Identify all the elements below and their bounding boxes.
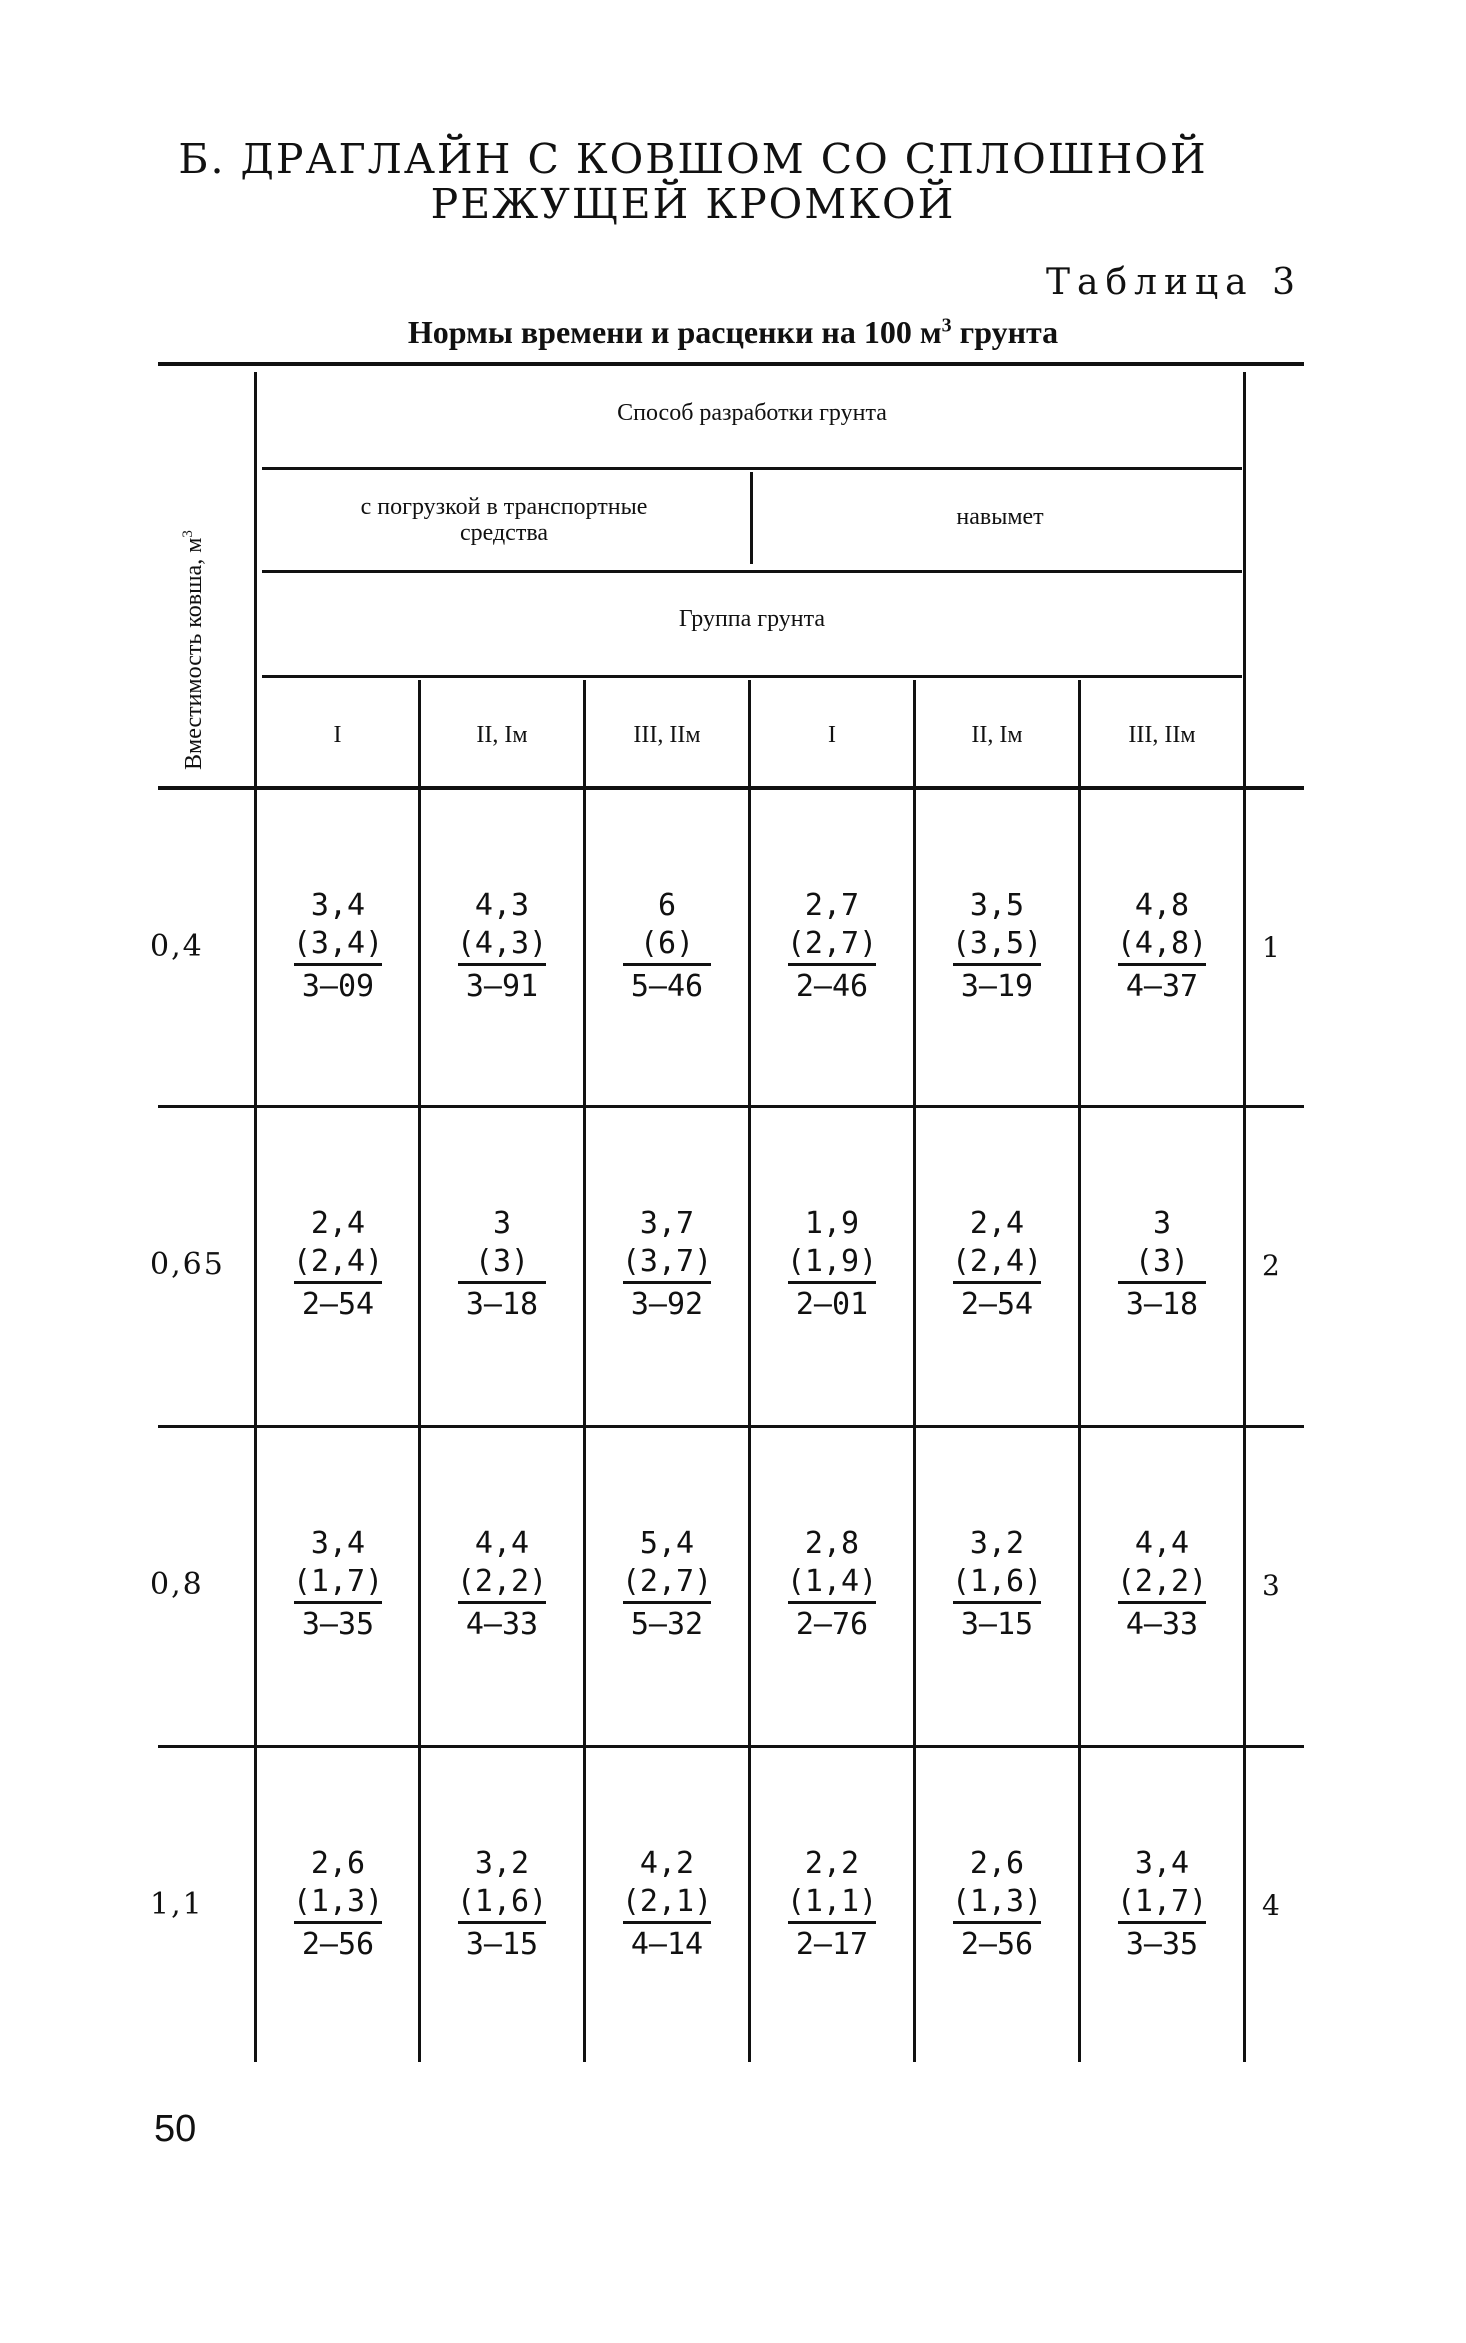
price-rate: 2—56 — [960, 1927, 1034, 1962]
group-header-divider — [262, 570, 1242, 573]
price-rate: 2—56 — [301, 1927, 375, 1962]
price-rate: 2—17 — [795, 1927, 869, 1962]
table-cell — [757, 1205, 907, 1324]
table-cell — [592, 887, 742, 1006]
time-norm: 3 — [1152, 1206, 1172, 1241]
fraction-bar — [953, 1601, 1041, 1604]
table-cell — [1087, 887, 1237, 1006]
time-norm: 4,4 — [474, 1526, 530, 1561]
table-cell — [922, 1845, 1072, 1964]
fraction-bar — [294, 1281, 382, 1284]
time-norm: 2,7 — [804, 888, 860, 923]
machine-time: (1,3) — [292, 1884, 384, 1919]
price-rate: 3—35 — [301, 1607, 375, 1642]
group-header: Группа грунта — [678, 606, 826, 632]
section-title-line-2: РЕЖУЩЕЙ КРОМКОЙ — [430, 180, 956, 228]
table-cell — [922, 1205, 1072, 1324]
machine-time: (3,4) — [292, 926, 384, 961]
fraction-bar — [458, 1601, 546, 1604]
table-cell — [1087, 1845, 1237, 1964]
section-title-line-1: Б. ДРАГЛАЙН С КОВШОМ СО СПЛОШНОЙ — [178, 135, 1208, 183]
fraction-bar — [294, 1601, 382, 1604]
fraction-bar — [294, 963, 382, 966]
machine-time: (1,4) — [786, 1564, 878, 1599]
group-col-3: III, IIм — [633, 722, 701, 748]
fraction-bar — [953, 1921, 1041, 1924]
page-number: 50 — [154, 2108, 197, 2150]
machine-time: (1,6) — [951, 1564, 1043, 1599]
machine-time: (1,9) — [786, 1244, 878, 1279]
col-line-left — [254, 372, 257, 2062]
fraction-bar — [623, 963, 711, 966]
machine-time: (1,1) — [786, 1884, 878, 1919]
machine-time: (4,8) — [1116, 926, 1208, 961]
fraction-bar — [1118, 1921, 1206, 1924]
row-divider-2 — [158, 1425, 1304, 1428]
capacity-column-header — [180, 530, 208, 770]
price-rate: 4—37 — [1125, 969, 1199, 1004]
machine-time: (2,4) — [292, 1244, 384, 1279]
row-divider-3 — [158, 1745, 1304, 1748]
fraction-bar — [623, 1281, 711, 1284]
table-cell — [427, 887, 577, 1006]
caption-text: Нормы времени и расценки на 100 м — [407, 314, 942, 350]
time-norm: 2,8 — [804, 1526, 860, 1561]
price-rate: 3—18 — [465, 1287, 539, 1322]
price-rate: 2—76 — [795, 1607, 869, 1642]
capacity-value: 0,65 — [150, 1247, 225, 1282]
table-top-rule — [158, 362, 1304, 366]
method-loading-line-1: с погрузкой в транспортные — [360, 494, 648, 520]
table-cell — [263, 887, 413, 1006]
time-norm: 3 — [492, 1206, 512, 1241]
fraction-bar — [1118, 1281, 1206, 1284]
time-norm: 3,4 — [310, 1526, 366, 1561]
time-norm: 3,5 — [969, 888, 1025, 923]
machine-time: (1,6) — [456, 1884, 548, 1919]
group-col-4: I — [828, 722, 836, 748]
group-col-2: II, Iм — [476, 722, 528, 748]
time-norm: 4,2 — [639, 1846, 695, 1881]
price-rate: 3—92 — [630, 1287, 704, 1322]
fraction-bar — [788, 1921, 876, 1924]
fraction-bar — [623, 1601, 711, 1604]
fraction-bar — [788, 1601, 876, 1604]
table-cell — [757, 1845, 907, 1964]
machine-time: (1,7) — [292, 1564, 384, 1599]
machine-time: (3,7) — [621, 1244, 713, 1279]
machine-time: (1,3) — [951, 1884, 1043, 1919]
capacity-header-text: Вместимость ковша, м — [181, 537, 207, 770]
fraction-bar — [953, 1281, 1041, 1284]
price-rate: 3—15 — [465, 1927, 539, 1962]
capacity-header-superscript: 3 — [180, 530, 196, 538]
method-loading-line-2: средства — [459, 520, 548, 546]
group-names-divider — [262, 675, 1242, 678]
row-divider-1 — [158, 1105, 1304, 1108]
machine-time: (2,4) — [951, 1244, 1043, 1279]
time-norm: 2,4 — [969, 1206, 1025, 1241]
table-label: Таблица 3 — [1046, 262, 1302, 303]
capacity-value: 0,8 — [150, 1567, 204, 1602]
time-norm: 2,6 — [969, 1846, 1025, 1881]
method-split-line — [750, 472, 753, 564]
col-line-4 — [748, 680, 751, 2062]
time-norm: 3,2 — [474, 1846, 530, 1881]
time-norm: 2,6 — [310, 1846, 366, 1881]
price-rate: 4—14 — [630, 1927, 704, 1962]
price-rate: 3—09 — [301, 969, 375, 1004]
machine-time: (2,7) — [621, 1564, 713, 1599]
method-header: Способ разработки грунта — [617, 400, 887, 426]
col-line-2 — [418, 680, 421, 2062]
row-number: 1 — [1262, 931, 1280, 964]
fraction-bar — [1118, 1601, 1206, 1604]
machine-time: (2,7) — [786, 926, 878, 961]
table-cell — [592, 1205, 742, 1324]
machine-time: (6) — [639, 926, 695, 961]
fraction-bar — [1118, 963, 1206, 966]
machine-time: (3) — [474, 1244, 530, 1279]
fraction-bar — [953, 963, 1041, 966]
time-norm: 6 — [657, 888, 677, 923]
price-rate: 5—46 — [630, 969, 704, 1004]
time-norm: 3,7 — [639, 1206, 695, 1241]
caption-suffix: грунта — [951, 314, 1059, 350]
time-norm: 4,4 — [1134, 1526, 1190, 1561]
fraction-bar — [294, 1921, 382, 1924]
row-number: 2 — [1262, 1249, 1280, 1282]
caption-superscript: 3 — [941, 314, 952, 337]
price-rate: 2—46 — [795, 969, 869, 1004]
machine-time: (2,1) — [621, 1884, 713, 1919]
time-norm: 3,4 — [310, 888, 366, 923]
header-bottom-rule — [158, 786, 1304, 790]
row-number: 4 — [1262, 1889, 1280, 1922]
machine-time: (3,5) — [951, 926, 1043, 961]
price-rate: 2—01 — [795, 1287, 869, 1322]
price-rate: 3—18 — [1125, 1287, 1199, 1322]
fraction-bar — [623, 1921, 711, 1924]
table-cell — [592, 1845, 742, 1964]
table-cell — [757, 1525, 907, 1644]
table-cell — [427, 1525, 577, 1644]
price-rate: 3—35 — [1125, 1927, 1199, 1962]
time-norm: 4,3 — [474, 888, 530, 923]
time-norm: 5,4 — [639, 1526, 695, 1561]
price-rate: 2—54 — [301, 1287, 375, 1322]
table-cell — [1087, 1205, 1237, 1324]
table-cell — [263, 1845, 413, 1964]
price-rate: 5—32 — [630, 1607, 704, 1642]
fraction-bar — [788, 1281, 876, 1284]
fraction-bar — [458, 1281, 546, 1284]
price-rate: 4—33 — [1125, 1607, 1199, 1642]
price-rate: 4—33 — [465, 1607, 539, 1642]
table-cell — [263, 1525, 413, 1644]
price-rate: 3—91 — [465, 969, 539, 1004]
machine-time: (2,2) — [456, 1564, 548, 1599]
method-divider — [262, 467, 1242, 470]
group-col-5: II, Iм — [971, 722, 1023, 748]
machine-time: (2,2) — [1116, 1564, 1208, 1599]
fraction-bar — [458, 1921, 546, 1924]
capacity-value: 1,1 — [150, 1887, 204, 1922]
machine-time: (1,7) — [1116, 1884, 1208, 1919]
table-caption — [0, 314, 1466, 351]
time-norm: 3,2 — [969, 1526, 1025, 1561]
machine-time: (4,3) — [456, 926, 548, 961]
method-loading — [260, 494, 748, 546]
price-rate: 2—54 — [960, 1287, 1034, 1322]
time-norm: 4,8 — [1134, 888, 1190, 923]
method-dump: навымет — [956, 504, 1044, 530]
time-norm: 2,4 — [310, 1206, 366, 1241]
table-cell — [592, 1525, 742, 1644]
time-norm: 2,2 — [804, 1846, 860, 1881]
fraction-bar — [788, 963, 876, 966]
group-col-1: I — [333, 722, 342, 748]
table-cell — [922, 887, 1072, 1006]
row-number: 3 — [1262, 1569, 1280, 1602]
machine-time: (3) — [1134, 1244, 1190, 1279]
group-col-6: III, IIм — [1128, 722, 1196, 748]
time-norm: 1,9 — [804, 1206, 860, 1241]
table-cell — [427, 1205, 577, 1324]
time-norm: 3,4 — [1134, 1846, 1190, 1881]
col-line-3 — [583, 680, 586, 2062]
col-line-6 — [1078, 680, 1081, 2062]
table-cell — [922, 1525, 1072, 1644]
table-cell — [757, 887, 907, 1006]
capacity-value: 0,4 — [150, 929, 204, 964]
table-cell — [427, 1845, 577, 1964]
col-line-5 — [913, 680, 916, 2062]
table-cell — [263, 1205, 413, 1324]
price-rate: 3—15 — [960, 1607, 1034, 1642]
price-rate: 3—19 — [960, 969, 1034, 1004]
table-cell — [1087, 1525, 1237, 1644]
fraction-bar — [458, 963, 546, 966]
